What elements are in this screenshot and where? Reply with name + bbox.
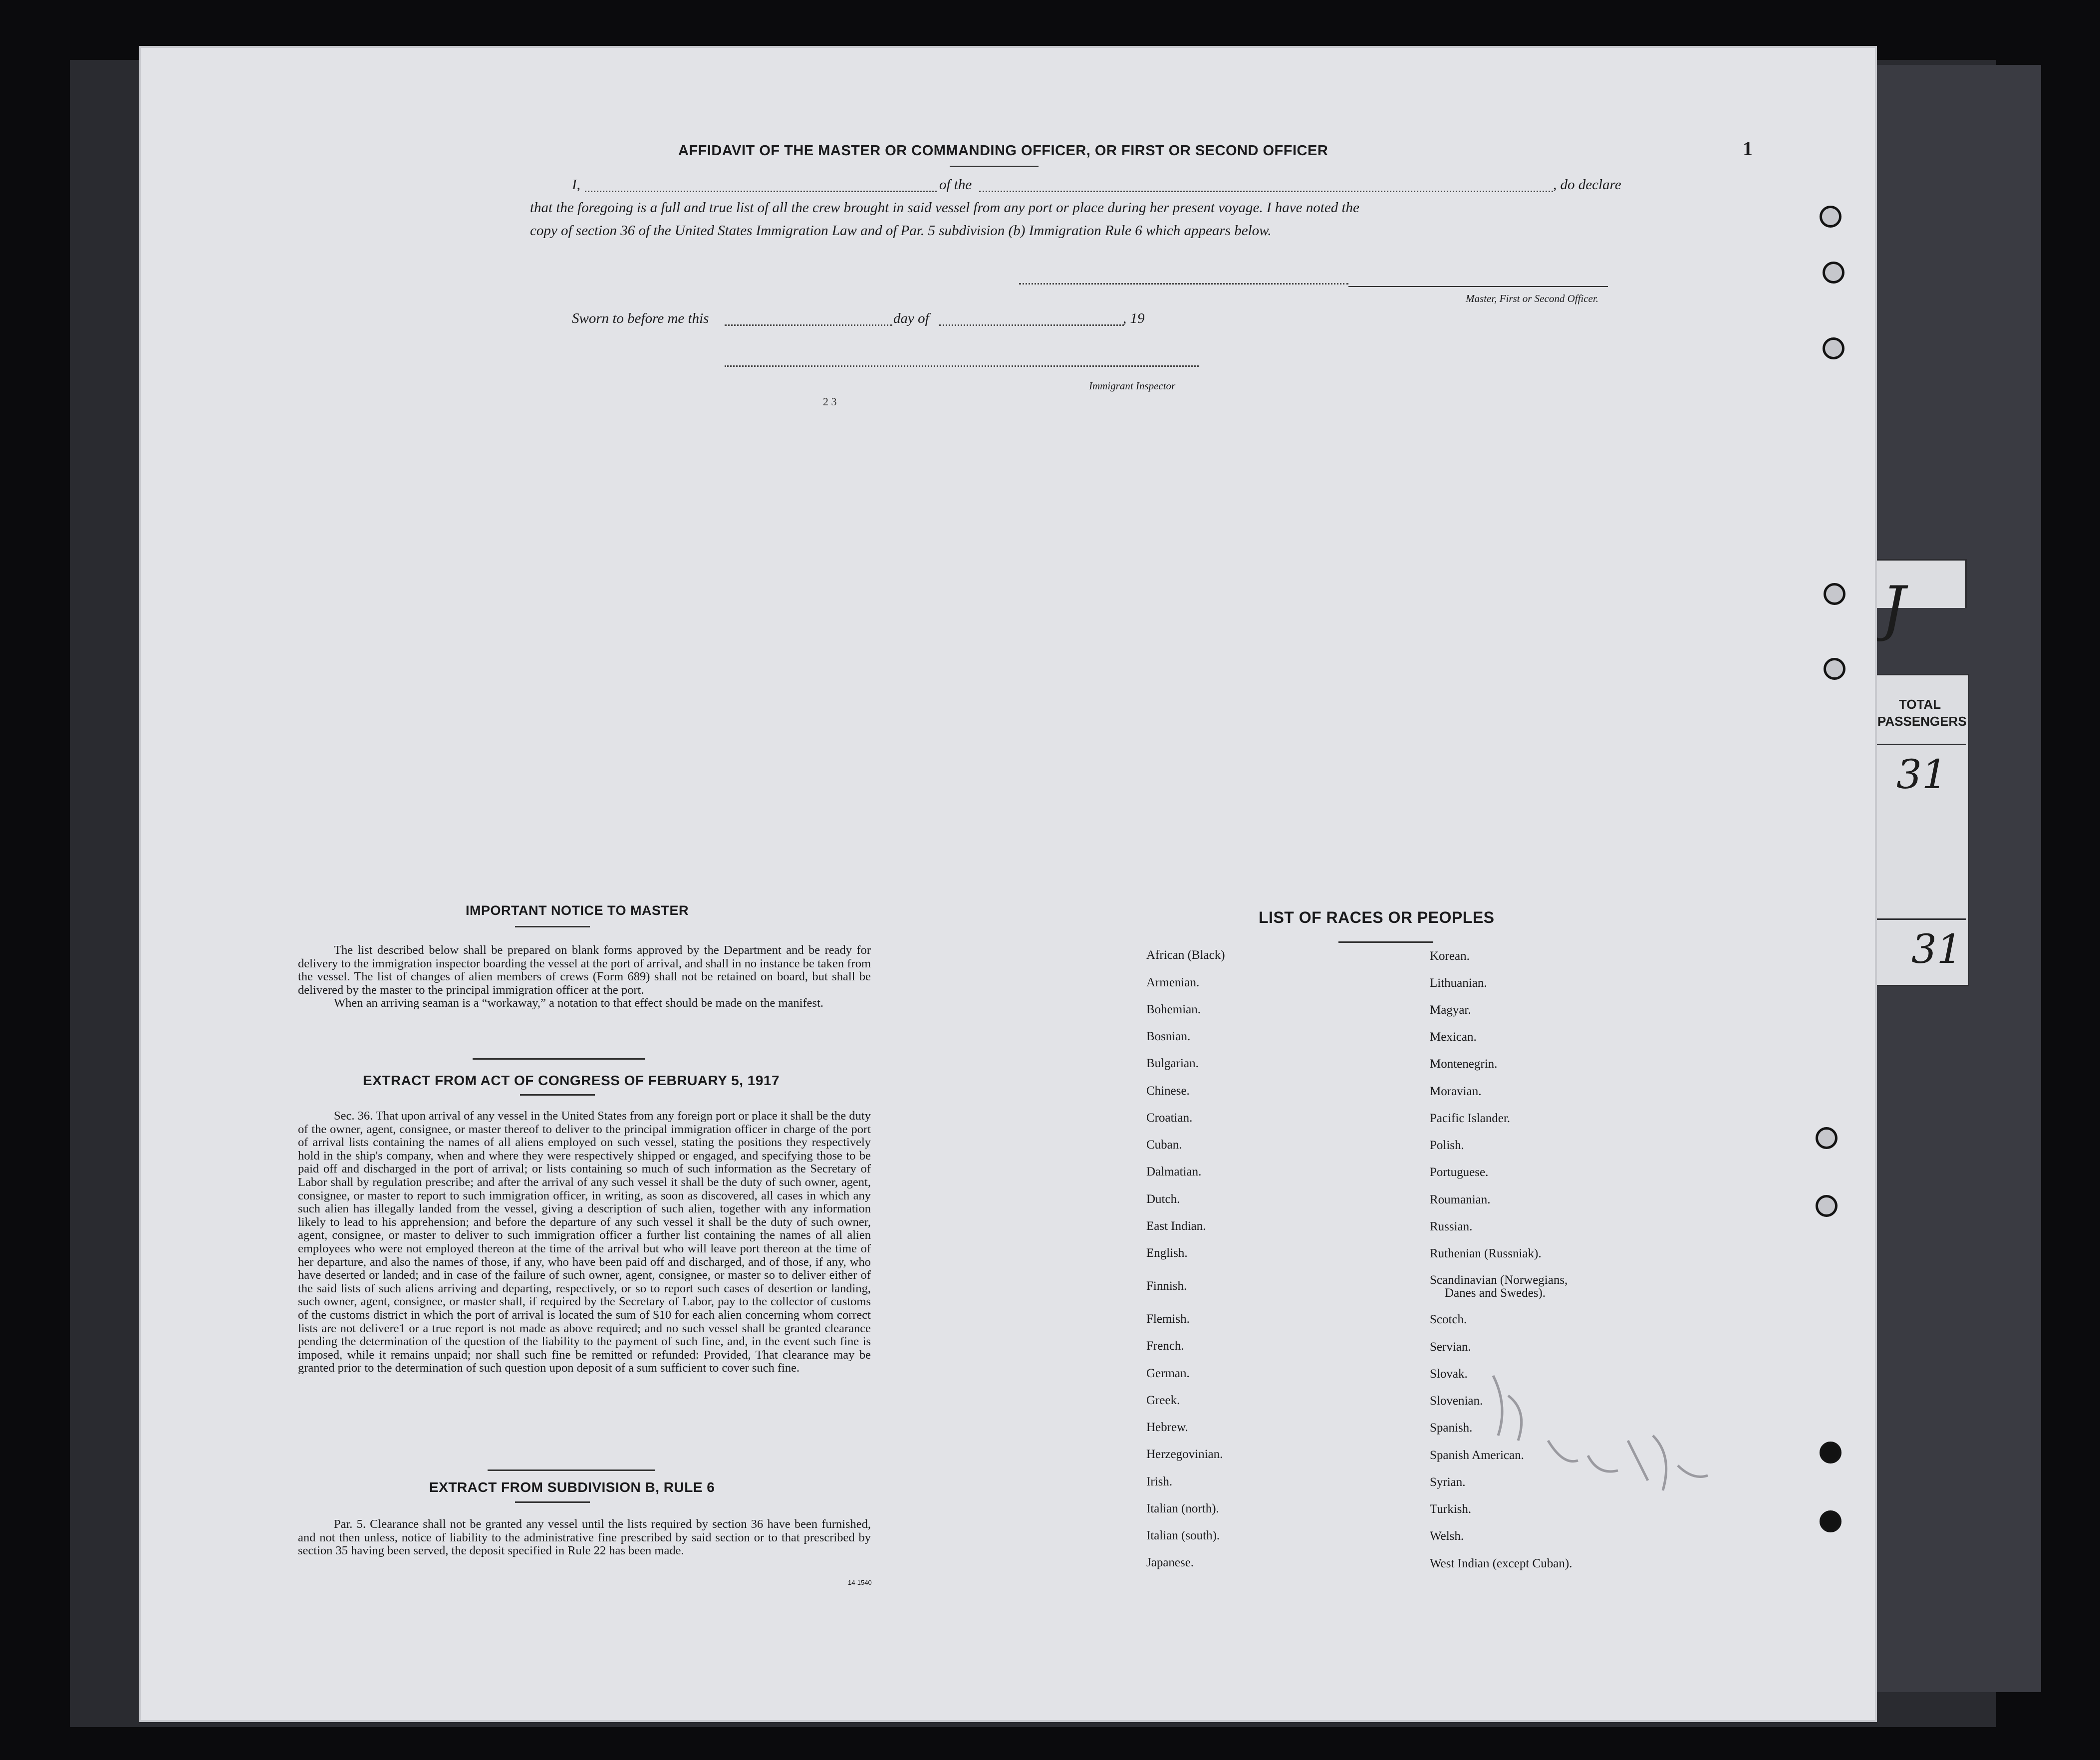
notice-paragraph-1: The list described below shall be prepared on blank forms approved by the Department and be ready for delivery to the immigration inspector boarding the vessel at the port of arrival, and shall in no instance be taken from the vessel. The list of changes of alien members of crews (Form 689) shall not be retained on board, but shall be delivered by the master to the principal immigration officer at the port.	[298, 943, 871, 997]
declarant-name-field	[585, 191, 937, 192]
stamp-number: 2 3	[823, 395, 837, 408]
race-item: Slovenian.	[1430, 1394, 1483, 1408]
race-item: Korean.	[1430, 949, 1470, 963]
binder-hole	[1823, 337, 1844, 359]
manifest-page	[141, 48, 1875, 1720]
race-item: Scotch.	[1430, 1313, 1467, 1326]
races-underline	[1338, 941, 1433, 943]
race-item: Spanish.	[1430, 1421, 1473, 1435]
race-item: African (Black)	[1146, 948, 1225, 962]
race-item: Dutch.	[1146, 1192, 1180, 1206]
race-item: Lithuanian.	[1430, 976, 1487, 990]
declarant-prefix: I,	[572, 177, 580, 193]
race-item: Polish.	[1430, 1139, 1464, 1152]
binder-hole	[1816, 1195, 1838, 1217]
race-item: Scandinavian (Norwegians,	[1430, 1273, 1568, 1287]
officer-signature-label: Master, First or Second Officer.	[1466, 293, 1598, 304]
inspector-signature-field	[725, 365, 1199, 367]
race-item: Flemish.	[1146, 1312, 1190, 1326]
notice-body	[298, 944, 871, 1010]
binder-hole	[1820, 1442, 1841, 1464]
sworn-label: Sworn to before me this	[572, 310, 709, 326]
tally-value-bottom: 31	[1911, 926, 1962, 972]
race-item: Japanese.	[1146, 1556, 1194, 1569]
rule-extract-title: EXTRACT FROM SUBDIVISION B, RULE 6	[429, 1479, 715, 1495]
race-item: Italian (north).	[1146, 1502, 1219, 1515]
race-item: Montenegrin.	[1430, 1057, 1498, 1071]
binder-hole	[1824, 583, 1845, 605]
sworn-day-field	[725, 324, 892, 326]
year-prefix: , 19	[1123, 310, 1145, 326]
race-item: Welsh.	[1430, 1529, 1464, 1543]
officer-signature-field	[1019, 283, 1348, 285]
race-item: Ruthenian (Russniak).	[1430, 1247, 1542, 1260]
race-item: Bohemian.	[1146, 1003, 1201, 1016]
side-tab-handwritten-mark: J	[1881, 574, 1906, 643]
notice-title: IMPORTANT NOTICE TO MASTER	[466, 903, 689, 918]
race-item: Cuban.	[1146, 1138, 1182, 1152]
declare-label: , do declare	[1553, 177, 1621, 193]
race-item: Herzegovinian.	[1146, 1448, 1223, 1461]
notice-underline	[515, 926, 590, 927]
declaration-line2: that the foregoing is a full and true list of all the crew brought in said vessel from any port or place during her present voyage. I have noted the	[530, 200, 1359, 216]
race-item: Hebrew.	[1146, 1421, 1188, 1434]
day-of-label: day of	[893, 310, 929, 326]
par-5-text: Par. 5. Clearance shall not be granted any vessel until the lists required by section 36 have been furnished, and not then unless, notice of liability to the administrative fine prescribed by said section or to that prescribed by section 35 having been served, the deposit specified in Rule 22 has been made.	[298, 1517, 871, 1558]
binder-hole	[1824, 658, 1845, 680]
act-extract-title: EXTRACT FROM ACT OF CONGRESS OF FEBRUARY 5, 1917	[363, 1073, 780, 1088]
rule-title-underline	[515, 1501, 590, 1503]
of-the-label: of the	[939, 177, 972, 193]
binder-hole	[1823, 262, 1844, 284]
race-item: Spanish American.	[1430, 1449, 1524, 1462]
races-title: LIST OF RACES OR PEOPLES	[1259, 908, 1495, 926]
rule-extract-body	[298, 1518, 871, 1558]
tally-label-line2: PASSENGERS	[1877, 713, 1967, 729]
race-item: Servian.	[1430, 1340, 1471, 1354]
race-item: West Indian (except Cuban).	[1430, 1557, 1573, 1570]
race-item: Russian.	[1430, 1220, 1473, 1233]
notice-paragraph-2: When an arriving seaman is a “workaway,” a notation to that effect should be made on the manifest.	[334, 996, 824, 1010]
race-item: East Indian.	[1146, 1219, 1206, 1233]
section-divider	[488, 1469, 655, 1471]
race-item: Syrian.	[1430, 1475, 1466, 1489]
race-item: Bulgarian.	[1146, 1057, 1199, 1070]
race-item: Italian (south).	[1146, 1529, 1220, 1542]
sworn-month-field	[939, 324, 1124, 326]
race-item: Moravian.	[1430, 1085, 1482, 1098]
section-divider	[473, 1058, 645, 1060]
race-item: Bosnian.	[1146, 1030, 1191, 1043]
race-item: Portuguese.	[1430, 1166, 1489, 1179]
affidavit-title: AFFIDAVIT OF THE MASTER OR COMMANDING OFFICER, OR FIRST OR SECOND OFFICER	[678, 143, 1328, 159]
vessel-name-field	[979, 191, 1553, 192]
race-item: Finnish.	[1146, 1279, 1187, 1293]
act-extract-body	[298, 1110, 871, 1375]
pencil-marks	[1488, 1366, 1728, 1525]
title-underline	[950, 166, 1039, 167]
race-item: Chinese.	[1146, 1084, 1190, 1098]
form-number: 14-1540	[848, 1579, 872, 1586]
race-item: Roumanian.	[1430, 1193, 1491, 1206]
officer-signature-line	[1348, 286, 1608, 287]
race-item: Turkish.	[1430, 1502, 1472, 1516]
race-item: Pacific Islander.	[1430, 1112, 1511, 1125]
tally-label	[1877, 696, 1967, 730]
race-item: French.	[1146, 1339, 1184, 1353]
act-title-underline	[520, 1094, 595, 1096]
race-item: Danes and Swedes).	[1445, 1286, 1546, 1300]
binder-hole	[1820, 206, 1841, 228]
inspector-label: Immigrant Inspector	[1089, 380, 1176, 392]
race-item: Dalmatian.	[1146, 1165, 1202, 1178]
binder-hole	[1820, 1510, 1841, 1532]
race-item: English.	[1146, 1246, 1188, 1260]
page-mark: 1	[1743, 137, 1753, 160]
tally-label-line1: TOTAL	[1898, 697, 1941, 712]
race-item: Irish.	[1146, 1475, 1173, 1488]
tally-value-top: 31	[1896, 751, 1947, 798]
tally-divider	[1872, 918, 1966, 920]
binder-hole	[1816, 1127, 1838, 1149]
tally-divider	[1872, 744, 1966, 745]
declaration-line3: copy of section 36 of the United States Immigration Law and of Par. 5 subdivision (b) Immigration Rule 6 which appears below.	[530, 223, 1272, 239]
race-item: Croatian.	[1146, 1111, 1193, 1125]
race-item: Armenian.	[1146, 976, 1200, 989]
race-item: German.	[1146, 1367, 1190, 1380]
race-item: Greek.	[1146, 1394, 1180, 1407]
race-item: Magyar.	[1430, 1003, 1471, 1017]
race-item: Mexican.	[1430, 1030, 1477, 1044]
section-36-text: Sec. 36. That upon arrival of any vessel in the United States from any foreign port or place it shall be the duty of the owner, agent, consignee, or master thereof to deliver to the principal immigration officer in charge of the port of arrival lists containing the names of all aliens employed on such vessel, stating the positions they respectively hold in the ship's company, when and where they were respectively shipped or engaged, and specifying those to be paid off and discharged in the port of arrival; or lists containing so much of such information as the Secretary of Labor shall by regulation prescribe; and after the arrival of any such vessel it shall be the duty of such owner, agent, consignee, or master to report to such immigration officer, in writing, as soon as discovered, all cases in which any such alien has illegally landed from the vessel, giving a description of such alien, together with any information likely to lead to his apprehension; and before the departure of any such vessel it shall be the duty of such owner, agent, consignee, or master to deliver to such immigration officer a further list containing the names of all alien employees who were not employed thereon at the time of the arrival but who will leave port thereon at the time of her departure, and also the names of those, if any, who have been paid off and discharged, and of those, if any, who have deserted or landed; and in case of the failure of such owner, agent, consignee, or master so to deliver either of the said lists of such aliens arriving and departing, respectively, or so to report such cases of desertion or landing, such owner, agent, consignee, or master shall, if required by the Secretary of Labor, pay to the collector of customs of the customs district in which the port of arrival is located the sum of $10 for each alien concerning whom correct lists are not delivere1 or a true report is not made as above required; and no such vessel shall be granted clearance pending the determination of the question of the liability to the payment of such fine, and, in the event such fine is imposed, while it remains unpaid; nor shall such fine be remitted or refunded: Provided, That clearance may be granted prior to the determination of such question upon deposit of a sum sufficient to cover such fine.	[298, 1109, 871, 1375]
race-item: Slovak.	[1430, 1367, 1468, 1381]
